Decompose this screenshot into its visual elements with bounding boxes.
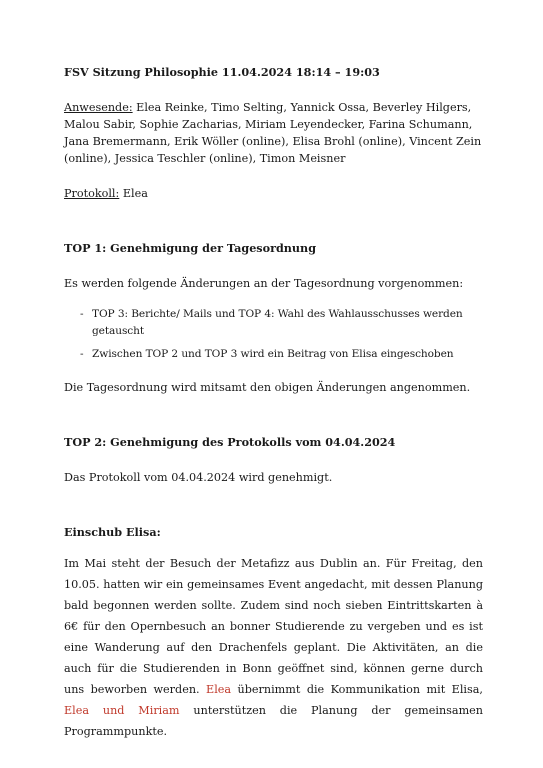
top1-conclusion: Die Tagesordnung wird mitsamt den obigen Änderungen angenommen. <box>64 381 471 394</box>
insert-text-b: übernimmt die Kommunikation mit Elisa, <box>237 683 483 696</box>
insert-text-c: unterstützen die Planung der gemeinsamen Programmpunkte. <box>64 704 483 738</box>
attendees-paragraph <box>64 99 483 167</box>
document-title: FSV Sitzung Philosophie 11.04.2024 18:14 – 19:03 <box>64 65 380 79</box>
list-item <box>64 346 483 363</box>
attendees-names: Elea Reinke, Timo Selting, Yannick Ossa, Beverley Hilgers, Malou Sabir, Sophie Zacharias, Miriam Leyendecker, Farina Schumann, Jana Bremermann, Erik Wöller (online), Elisa Brohl (online), Vincent Zein (online), Jessica Teschler (online), Timon Meisner <box>64 101 482 165</box>
top1-change-list <box>64 306 483 363</box>
dash-bullet: - <box>80 348 84 360</box>
insert-name-red-2: Elea und Miriam <box>64 704 180 717</box>
top2-text: Das Protokoll vom 04.04.2024 wird genehmigt. <box>64 471 333 484</box>
insert-heading: Einschub Elisa: <box>64 525 161 539</box>
top2-heading: TOP 2: Genehmigung des Protokolls vom 04.04.2024 <box>64 435 396 449</box>
dash-bullet: - <box>80 308 84 320</box>
top1-heading: TOP 1: Genehmigung der Tagesordnung <box>64 241 317 255</box>
list-item-text: TOP 3: Berichte/ Mails und TOP 4: Wahl des Wahlausschusses werden getauscht <box>92 308 463 337</box>
list-item <box>64 306 483 340</box>
attendees-label: Anwesende: <box>64 101 133 114</box>
protocol-name: Elea <box>122 187 148 200</box>
protocol-label: Protokoll: <box>64 187 120 200</box>
insert-text-a: Im Mai steht der Besuch der Metafizz aus Dublin an. Für Freitag, den 10.05. hatten wir ein gemeinsames Event angedacht, mit dessen Planung bald begonnen werden sollte. Zudem sind noch sieben Eintrittskarten à 6€ für den Opernbesuch an bonner Studierende zu vergeben und es ist eine Wanderung auf den Drachenfels geplant. Die Aktivitäten, an die auch für die Studierenden in Bonn geöffnet sind, können gerne durch uns beworben werden. <box>64 557 483 696</box>
top1-intro: Es werden folgende Änderungen an der Tagesordnung vorgenommen: <box>64 277 464 290</box>
list-item-text: Zwischen TOP 2 und TOP 3 wird ein Beitrag von Elisa eingeschoben <box>92 348 454 360</box>
insert-name-red-1: Elea <box>206 683 232 696</box>
protocol-paragraph <box>64 185 483 202</box>
insert-paragraph <box>64 553 483 742</box>
